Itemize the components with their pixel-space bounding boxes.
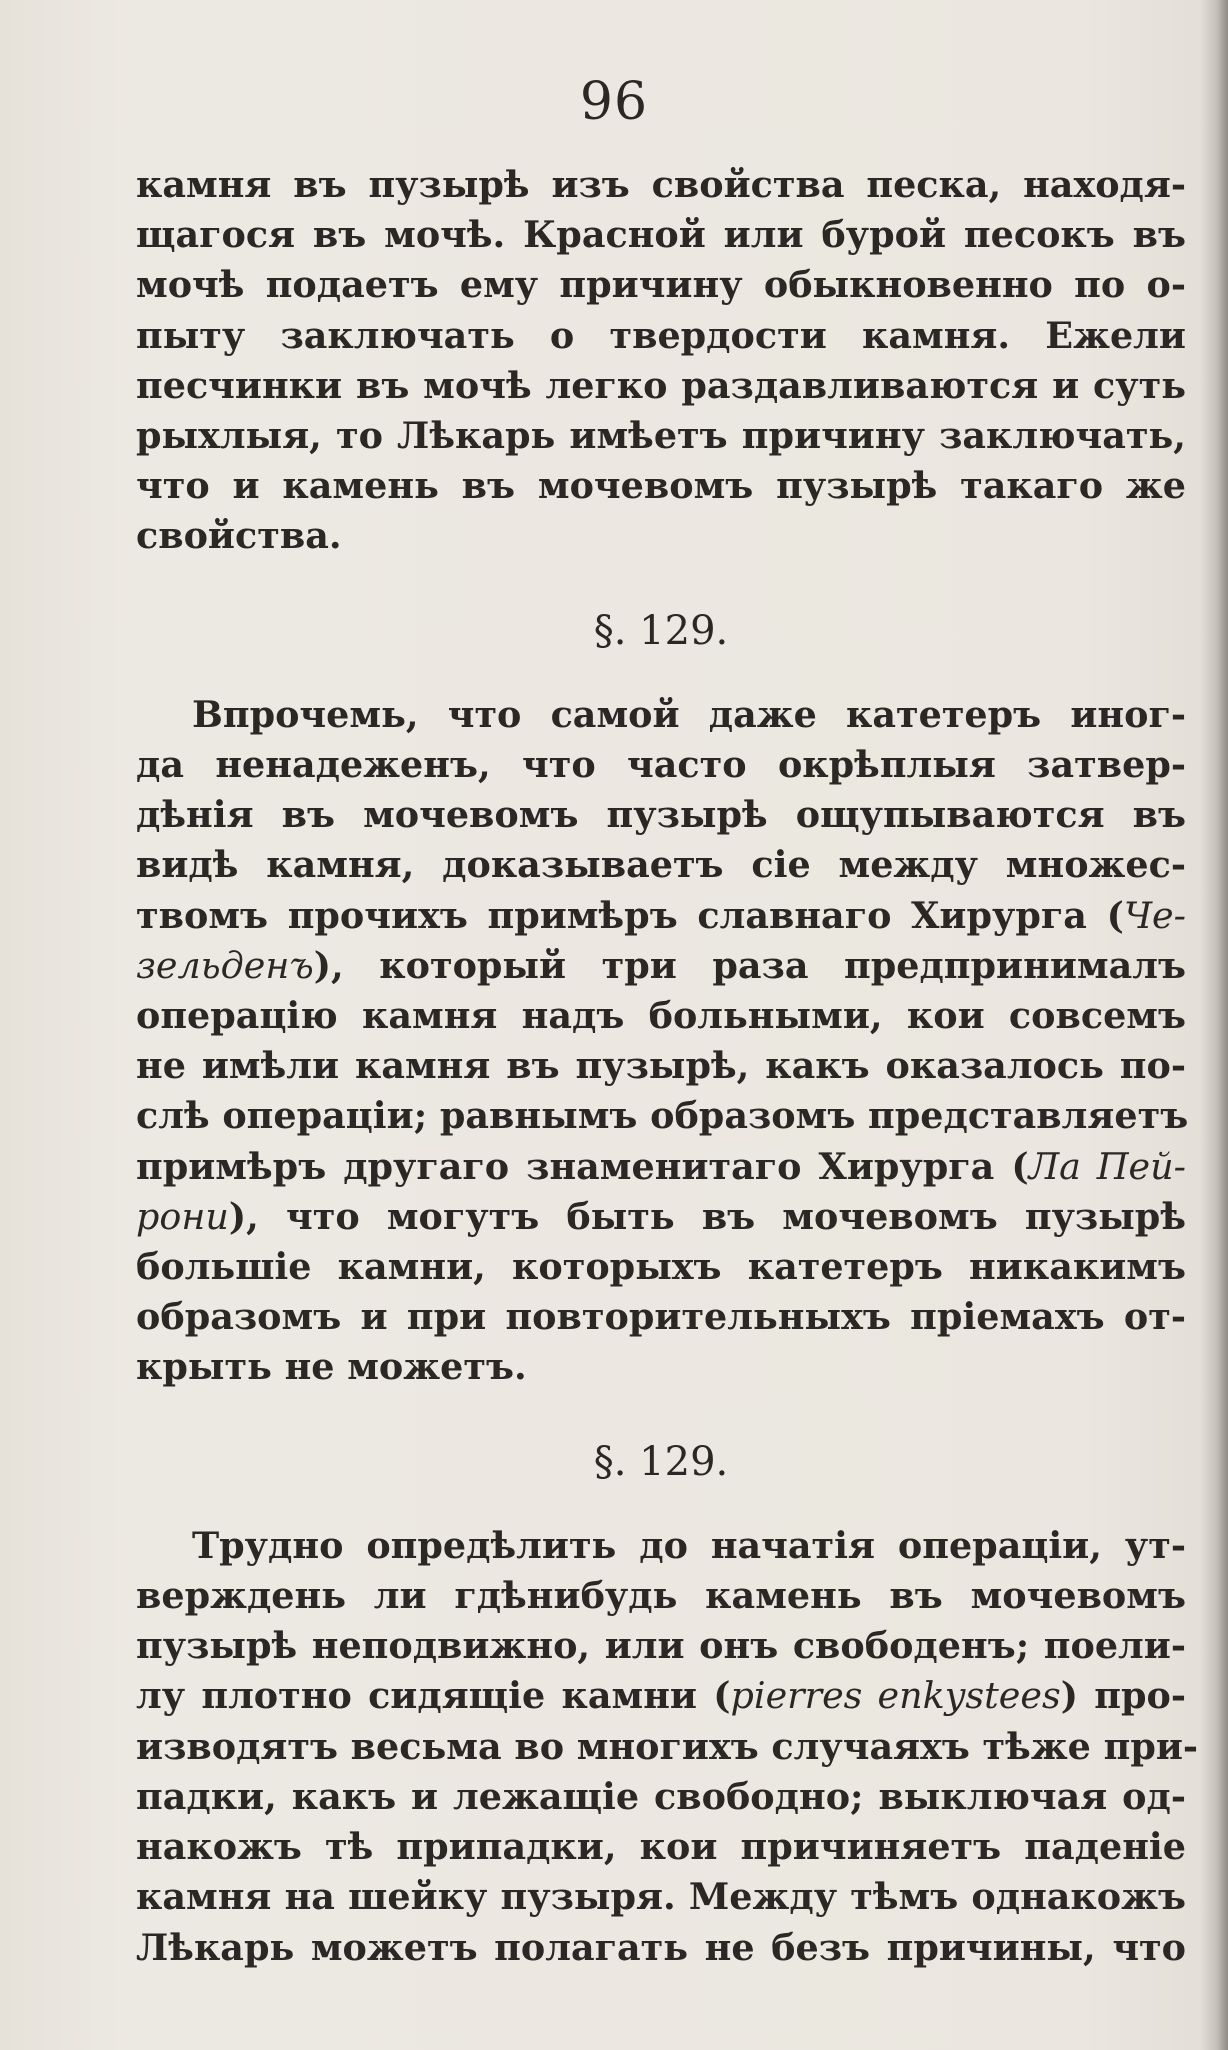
section-heading-2: §. 129. xyxy=(593,1438,729,1485)
text-line: щагося въ мочѣ. Красной или бурой песокъ въ xyxy=(136,213,1186,257)
text-segment: лу плотно сидящіе камни ( xyxy=(136,1674,731,1718)
text-segment: ), что могутъ быть въ мочевомъ пузырѣ xyxy=(228,1194,1186,1238)
text-line: Лѣкарь можетъ полагать не безъ причины, что xyxy=(136,1925,1186,1969)
text-line xyxy=(136,1671,1186,1721)
text-line xyxy=(136,1142,1186,1192)
text-line: операцію камня надъ больными, кои совсемъ xyxy=(136,994,1186,1038)
text-line: верждень ли гдѣнибудь камень въ мочевомъ xyxy=(136,1574,1186,1618)
section-heading-1: §. 129. xyxy=(593,607,729,654)
text-line: большіе камни, которыхъ катетеръ никакимъ xyxy=(136,1245,1186,1289)
paragraph-2 xyxy=(136,690,1189,1393)
text-line: пузырѣ неподвижно, или онъ свободенъ; поели- xyxy=(136,1624,1186,1668)
text-line: пыту заключать о твердости камня. Ежели xyxy=(136,313,1186,357)
paragraph-3 xyxy=(136,1521,1199,1973)
text-line: да ненадеженъ, что часто окрѣплыя затвер- xyxy=(136,743,1186,787)
french-term-italic: pierres enkystees xyxy=(730,1674,1061,1718)
text-line: падки, какъ и лежащіе свободно; выключая од- xyxy=(136,1774,1186,1818)
surname-italic: Ла Пей- xyxy=(1028,1144,1186,1188)
text-line xyxy=(136,941,1186,991)
text-line: Трудно опредѣлить до начатія операціи, ут- xyxy=(192,1523,1186,1567)
text-line: крыть не можетъ. xyxy=(136,1345,527,1389)
text-line: песчинки въ мочѣ легко раздавливаются и суть xyxy=(136,363,1186,407)
text-line: образомъ и при повторительныхъ пріемахъ от- xyxy=(136,1295,1186,1339)
text-line: свойства. xyxy=(136,514,342,558)
page-edge-shadow xyxy=(1200,0,1228,2050)
text-line: накожъ тѣ припадки, кои причиняетъ паденіе xyxy=(136,1825,1186,1869)
text-segment: примѣръ другаго знаменитаго Хирурга ( xyxy=(136,1144,1029,1188)
surname-italic: Че- xyxy=(1123,893,1186,937)
text-line: дѣнія въ мочевомъ пузырѣ ощупываются въ xyxy=(136,793,1186,837)
text-line xyxy=(136,891,1186,941)
page-number: 96 xyxy=(579,72,649,132)
text-segment: твомъ прочихъ примѣръ славнаго Хирурга ( xyxy=(136,893,1124,937)
surname-italic: рони xyxy=(136,1194,229,1238)
text-line: Впрочемь, что самой даже катетеръ иног- xyxy=(192,692,1186,736)
text-line: камня на шейку пузыря. Между тѣмъ однакожъ xyxy=(136,1875,1186,1919)
text-line: изводятъ весьма во многихъ случаяхъ тѣже при- xyxy=(136,1724,1199,1768)
text-line: камня въ пузырѣ изъ свойства песка, находя- xyxy=(136,163,1186,206)
surname-italic: зельденъ xyxy=(136,943,314,987)
text-line: рыхлыя, то Лѣкарь имѣетъ причину заключать, xyxy=(136,414,1186,458)
text-line xyxy=(136,1192,1186,1242)
text-segment: ) про- xyxy=(1060,1674,1186,1718)
text-line: видѣ камня, доказываетъ сіе между множес- xyxy=(136,843,1186,887)
text-line: мочѣ подаетъ ему причину обыкновенно по о- xyxy=(136,263,1186,307)
page-body xyxy=(136,160,1199,1973)
text-line: слѣ операціи; равнымъ образомъ представляетъ xyxy=(136,1094,1189,1138)
text-segment: ), который три раза предпринималъ xyxy=(313,943,1186,987)
paragraph-1 xyxy=(136,160,1186,562)
text-line: что и камень въ мочевомъ пузырѣ такаго же xyxy=(136,464,1186,508)
text-line: не имѣли камня въ пузырѣ, какъ оказалось по- xyxy=(136,1044,1186,1088)
